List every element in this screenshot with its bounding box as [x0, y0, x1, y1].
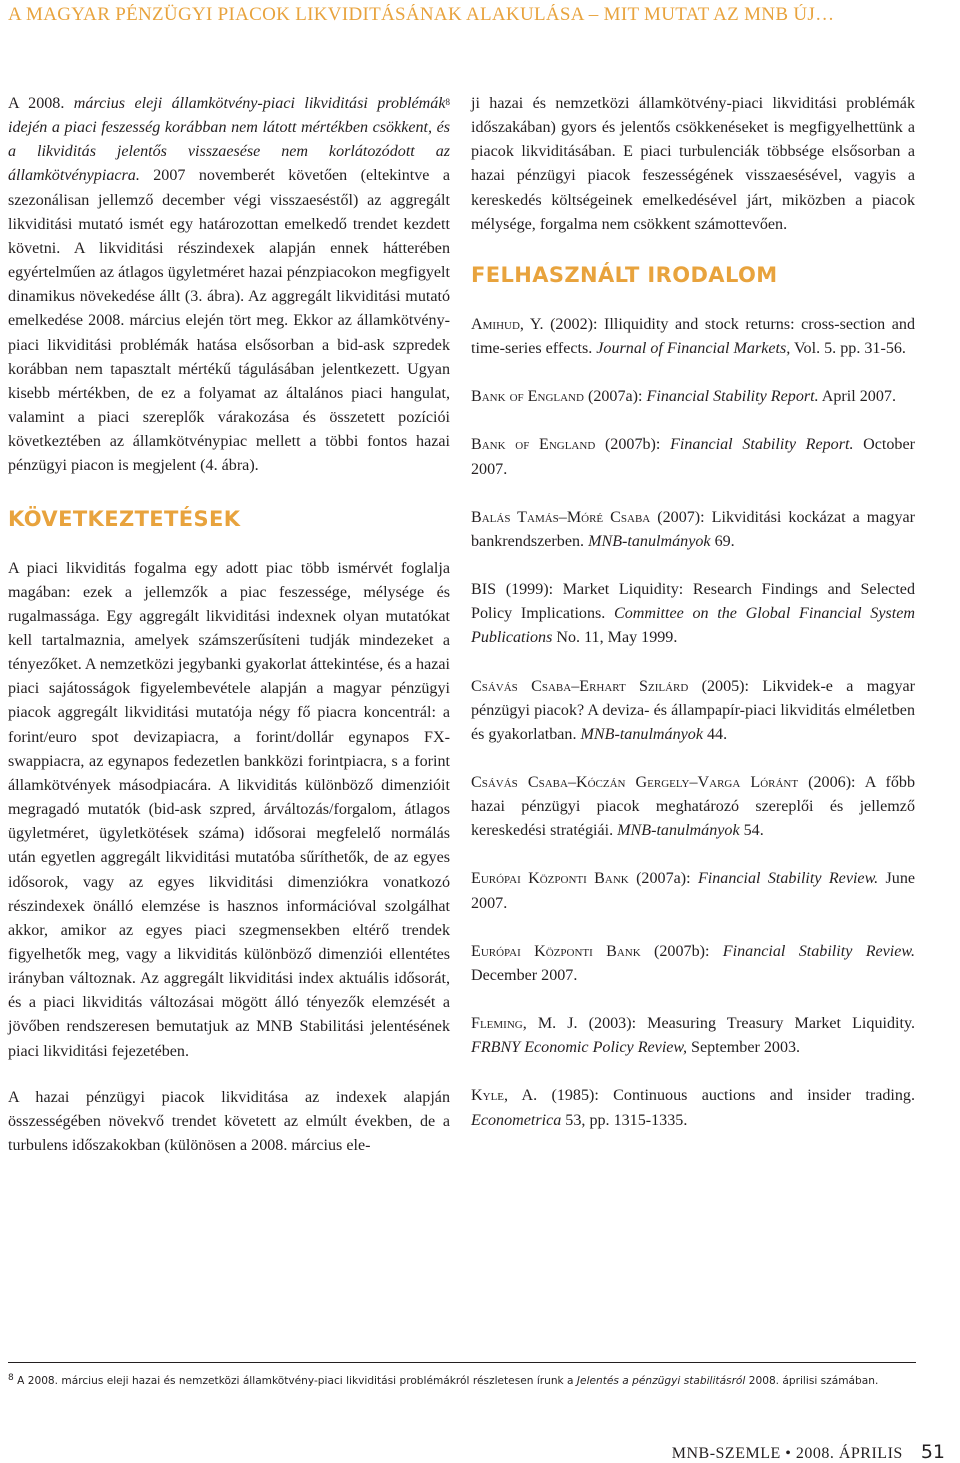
section-title-conclusions: KÖVETKEZTETÉSEK	[8, 506, 241, 531]
ref-text: (2005): Likvidek-e a magyar pénzügyi piacok? A deviza- és állampapír-piaci likviditás elméletben és gyakorlatban.	[471, 677, 915, 743]
ref-author: Bank of England	[471, 388, 584, 406]
footnote	[8, 1375, 948, 1387]
intro-italic-cont: idején a piaci feszesség korábban nem látott mértékben csökkent, és a likviditás jelentős visszaesése nem korlátozódott az államkötvénypiacra.	[8, 119, 450, 185]
journal-name: MNB-SZEMLE • 2008. ÁPRILIS	[671, 1445, 903, 1462]
ref-tail: Vol. 5. pp. 31-56.	[790, 340, 906, 358]
ref-source: MNB-tanulmányok	[617, 822, 740, 840]
ref-tail: September 2003.	[687, 1039, 801, 1057]
ref-author: Csávás Csaba–Erhart Szilárd	[471, 677, 689, 695]
ref-author: Bank of England	[471, 436, 596, 454]
right-column	[471, 92, 915, 1157]
ref-text: (2007): Likviditási kockázat a magyar bankrendszerben.	[471, 508, 915, 550]
ref-author: Kyle, A.	[471, 1087, 538, 1105]
ref-author: Csávás Csaba–Kóczán Gergely–Varga Lóránt	[471, 773, 799, 791]
reference-item	[471, 940, 915, 988]
left-column	[8, 92, 450, 1158]
footnote-text: A 2008. március eleji hazai és nemzetközi államkötvény-piaci likviditási problémákról részletesen írunk a	[13, 1375, 577, 1387]
ref-text: (1999): Market Liquidity: Research Findings and Selected Policy Implications.	[471, 581, 915, 623]
ref-source: Financial Stability Report.	[646, 388, 819, 406]
page-number: 51	[920, 1441, 945, 1463]
footnote-marker: 8	[445, 97, 450, 107]
reference-item	[471, 1084, 915, 1132]
page-footer	[672, 1441, 945, 1463]
ref-tail: 54.	[739, 822, 764, 840]
paragraph-conclusions: A piaci likviditás fogalma egy adott piac több ismérvét foglalja magában: ezek a jellemzők a piac feszessége, mélysége és rugalmassága. Egy aggregált likviditási indexnek olyan mutatókat kell tartalmaznia, amelyek számszerűsíteni tudják mindezeket a tényezőket. A nemzetközi jegybanki gyakorlat áttekintése, és a hazai piaci sajátosságok figyelembevétele alapján a magyar pénzügyi piacok aggregált likviditási mutatója négy fő piacra koncentrál: a forint/euro spot devizapiacra, a forint/dollár egynapos FX-swappiacra, az egynapos fedezetlen bankközi forintpiacra, s a forint államkötvények másodpiacára. A likviditás különböző dimenzióit megragadó mutatók (bid-ask szpred, árváltozás/forgalom, átlagos ügyletméret, ügyletkötések száma) idősorai megfelelő normálás után egyetlen aggregált likviditási mutatóba sűríthetők, de az egyes idősorok, vagy az egyes likviditási dimenziókra vonatkozó részindexek önálló elemzése is hasznos információval szolgálhat akkor, amikor az egyes piaci szegmensekben eltérő trendek figyelhetők meg, vagy a likviditás különböző dimenziói ellentétes irányban változnak. Az aggregált likviditási index aktuális idősorát, és a piaci likviditás változásai mögött álló tényezők elemzését a jövőben rendszeresen bemutatjuk az MNB Stabilitási jelentésének piaci likviditási fejezetében.	[8, 559, 450, 1060]
intro-body: 2007 novemberét követően (eltekintve a szezonálisan jellemző december végi visszaeséstől) az aggregált likviditási mutató ismét egy határozottan emelkedő trendet kezdett követni. A likviditási részindexek alapján ennek hátterében egyértelműen az átlagos ügyletméret hazai pénzpiacokon megfigyelt dinamikus növekedése állt (3. ábra). Az aggregált likviditási mutató emelkedése 2008. március elején tört meg. Ekkor az államkötvény-piaci likviditási problémák hatása elsősorban a bid-ask szpredek korábban nem tapasztalt mértékű tágulásában jelentkezett. Ugyan kisebb mértékben, de ez a folyamat az általános piaci hangulat, valamint a piaci szereplők várakozása és összetett pozíciói következtében az államkötvénypiac mellett a többi fontos hazai pénzügyi piacon is megjelent (4. ábra).	[8, 167, 450, 475]
ref-source: MNB-tanulmányok	[588, 532, 711, 550]
reference-item	[471, 1012, 915, 1060]
reference-item	[471, 433, 915, 481]
reference-item	[471, 385, 915, 409]
ref-author: BIS	[471, 581, 497, 599]
reference-item	[471, 578, 915, 650]
reference-item	[471, 675, 915, 747]
ref-text: (2007a):	[583, 388, 647, 406]
footnote-divider	[8, 1362, 916, 1363]
ref-author: Európai Központi Bank	[471, 870, 629, 888]
intro-italic: március eleji államkötvény-piaci likviditási problémák	[73, 95, 446, 112]
ref-author: Európai Központi Bank	[471, 942, 641, 960]
ref-text: (2007b):	[640, 942, 723, 960]
ref-text: (2007b):	[595, 436, 671, 454]
ref-source: FRBNY Economic Policy Review,	[471, 1039, 687, 1057]
ref-text: (2003): Measuring Treasury Market Liquidity.	[577, 1015, 915, 1033]
ref-tail: 53, pp. 1315-1335.	[561, 1111, 688, 1129]
intro-lead: A 2008.	[8, 95, 74, 112]
ref-tail: No. 11, May 1999.	[552, 629, 678, 647]
paragraph-intro	[8, 92, 450, 479]
ref-source: Financial Stability Report.	[670, 436, 854, 454]
footnote-italic: Jelentés a pénzügyi stabilitásról	[576, 1375, 746, 1387]
section-title-references: FELHASZNÁLT IRODALOM	[471, 262, 778, 287]
reference-item	[471, 867, 915, 915]
ref-text: (1985): Continuous auctions and insider trading.	[537, 1087, 915, 1105]
paragraph-trend: A hazai pénzügyi piacok likviditása az indexek alapján összességében növekvő trendet követett az elmúlt években, de a turbulens időszakokban (különösen a 2008. március ele-	[8, 1088, 450, 1155]
ref-author: Fleming, M. J.	[471, 1015, 578, 1033]
ref-source: Journal of Financial Markets,	[596, 340, 791, 358]
ref-source: Financial Stability Review.	[722, 942, 915, 960]
ref-source: Committee on the Global Financial System Publications	[471, 605, 915, 647]
reference-item	[471, 313, 915, 361]
ref-text: (2007a):	[628, 870, 698, 888]
ref-tail: June 2007.	[471, 870, 916, 912]
ref-tail: December 2007.	[471, 966, 578, 984]
ref-tail: 69.	[710, 532, 735, 550]
paragraph-continued: ji hazai és nemzetközi államkötvény-piaci likviditási problémák időszakában) gyors és jelentős csökkenéseket is megfigyelhettünk a piacok likviditásában. E piaci turbulenciák többsége elsősorban a hazai pénzügyi piacok feszességének visszaesésével, vagyis a kereskedés költségeinek emelkedésével járt, miközben a piacok mélysége, forgalma nem csökkent számottevően.	[471, 95, 915, 233]
ref-tail: October 2007.	[471, 436, 915, 478]
ref-tail: April 2007.	[818, 388, 896, 406]
ref-source: Financial Stability Review.	[697, 870, 879, 888]
ref-text: (2002): Illiquidity and stock returns: cross-section and time-series effects.	[471, 315, 915, 358]
footnote-tail: 2008. áprilisi számában.	[745, 1375, 879, 1387]
ref-source: Econometrica	[471, 1111, 562, 1129]
footnote-number: 8	[8, 1373, 14, 1383]
running-head: A MAGYAR PÉNZÜGYI PIACOK LIKVIDITÁSÁNAK ALAKULÁSA – MIT MUTAT AZ MNB ÚJ…	[8, 4, 835, 25]
ref-author: Amihud, Y.	[471, 315, 544, 333]
reference-item	[471, 771, 915, 843]
ref-text: (2006): A főbb hazai pénzügyi piacok meghatározó szereplői és jellemző kereskedési stratégiái.	[471, 773, 916, 840]
ref-source: MNB-tanulmányok	[580, 725, 703, 743]
ref-author: Balás Tamás–Móré Csaba	[471, 508, 651, 526]
reference-item	[471, 506, 915, 554]
ref-tail: 44.	[702, 725, 728, 743]
